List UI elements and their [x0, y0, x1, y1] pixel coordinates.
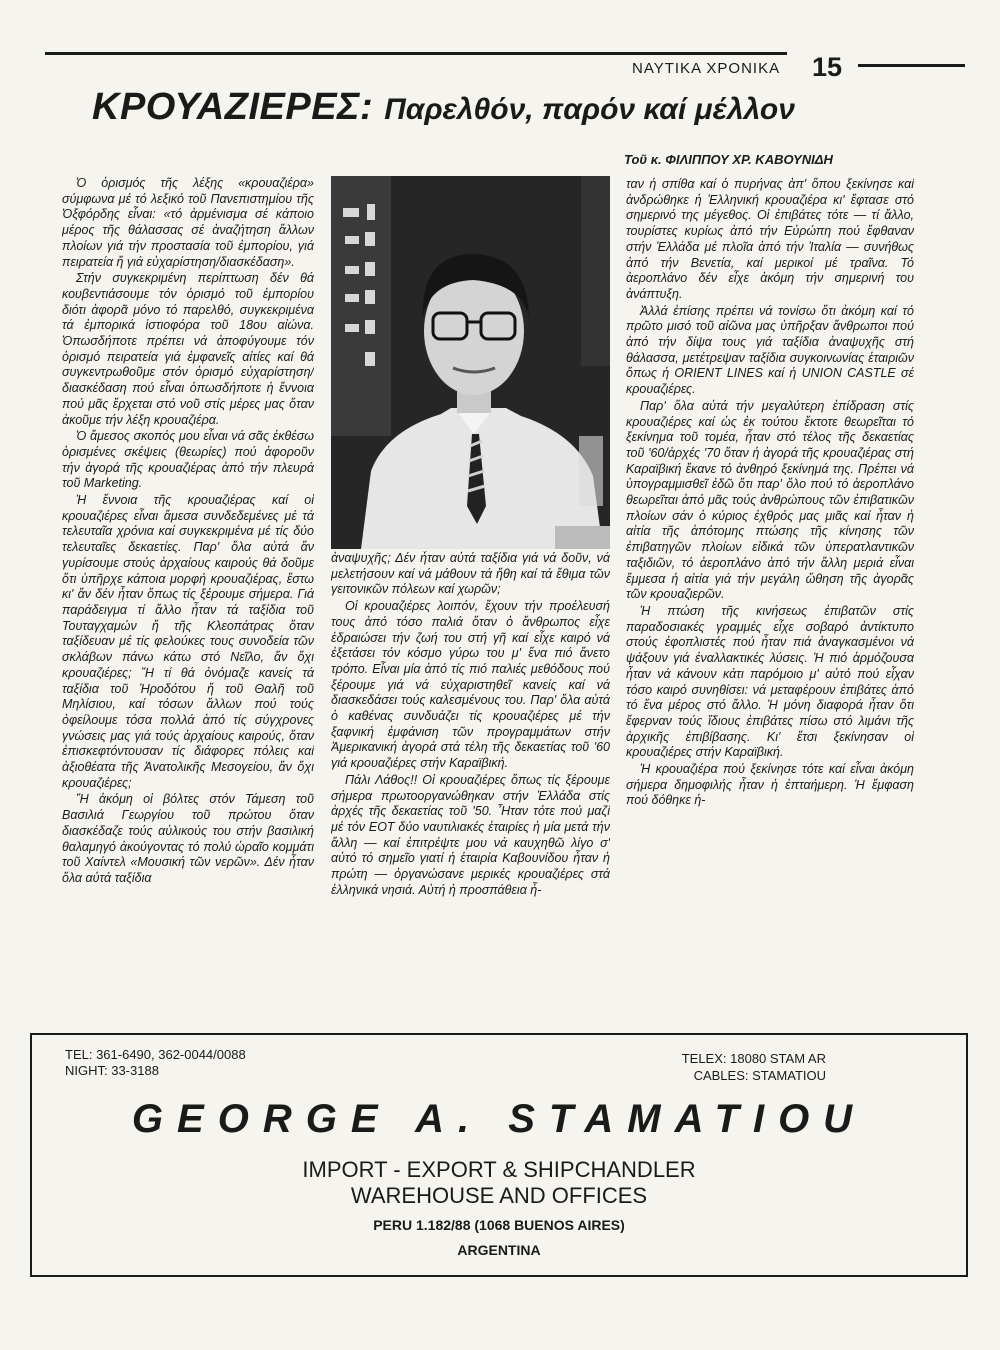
ad-telex-block — [682, 1050, 826, 1084]
ad-phone-block — [65, 1047, 246, 1079]
paragraph: Ἡ πτώση τῆς κινήσεως ἐπιβατῶν στίς παραδοσιακές γραμμές εἶχε σοβαρό ἀντίκτυπο στούς ἐφοπλιστές πού ἦταν πιά ἀναγκασμένοι νά ψάξουν γιά ἐναλλακτικές λύσεις. Ἡ πιό ἁρμόζουσα ἦταν νά κάνουν κάτι παρόμοιο μ' αὐτό πού εἶχαν τόσο καιρό συνηθίσει: νά μεταφέρουν ἐπιβάτες ἀπό τό ἕνα μέρος στό ἄλλο. Ἡ μόνη διαφορά ἦταν ὅτι ἔφερναν τούς ἴδιους ἐπιβάτες πίσω στό λιμάνι τῆς ἀρχικῆς ἐπιβίβασης. Κι' ἔτσι ξεκίνησαν οἱ κρουαζιέρες στήν Καραϊβική. — [626, 603, 914, 760]
article-column-3 — [626, 177, 914, 1045]
ad-tel: TEL: 361-6490, 362-0044/0088 — [65, 1047, 246, 1062]
paragraph: Οἱ κρουαζιέρες λοιπόν, ἔχουν τήν προέλευσή τους ἀπό τόσο παλιά ὅταν ὁ ἄνθρωπος εἶχε ἑδραιώσει τήν ζωή του στή γῆ καί εἶχε καιρό νά ἐξετάσει τόν κόσμο γύρω του μ' ἕνα πιό ἄνετο τρόπο. Εἶναι μία ἀπό τίς πιό παλιές μεθόδους πού ξέρουμε γιά νά εὐχαριστηθεῖ κανείς καί νά διασκεδάσει τούς καλεσμένους του. Παρ' ὅλα αὐτά ὁ καθένας συνδυάζει τίς κρουαζιέρες μέ τήν ξαφνική ἐμφάνιση τῶν προγραμμάτων στήν Ἀμερικανική ἀγορά στά τέλη τῆς δεκαετίας τοῦ '60 γιά κρουαζιέρες στήν Καραϊβική. — [331, 599, 610, 771]
paragraph: Ἤ ἀκόμη οἱ βόλτες στόν Τάμεση τοῦ Βασιλιά Γεωργίου τοῦ πρώτου ὅταν διασκέδαζε τούς αὐλικούς του στήν βασιλική θαλαμηγό ἀκούγοντας τό πολύ ὡραῖο κομμάτι τοῦ Χαίντελ «Μουσική τῶν νερῶν». Δέν ἦταν ὅλα αὐτά ταξίδια — [62, 792, 314, 885]
paragraph: Ὁ ἄμεσος σκοπός μου εἶναι νά σᾶς ἐκθέσω ὁρισμένες σκέψεις (θεωρίες) πού ἀφοροῦν τήν ἀγορά τῆς κρουαζιέρας ἀπό τήν πλευρά τοῦ Marketing. — [62, 429, 314, 491]
paragraph: Ὁ ὁρισμός τῆς λέξης «κρουαζιέρα» σύμφωνα μέ τό λεξικό τοῦ Πανεπιστημίου τῆς Ὀξφόρδης εἶναι: «τό ἀρμένισμα σέ κάποιο μέρος τῆς θάλασσας σέ ἀναζήτηση ἄλλων πλοίων γιά τήν προστασία τοῦ ἐμπορίου, γιά πειρατεία ἤ γιά εὐχαρίστηση/διασκέδαση». — [62, 176, 314, 269]
paragraph: Παρ' ὅλα αὐτά τήν μεγαλύτερη ἐπίδραση στίς κρουαζιέρες καί ὡς ἐκ τούτου ἔκτοτε θεωρεῖται τό ξεκίνημα τοῦ τομέα, ἦταν στό τέλος τῆς δεκαετίας τοῦ '60/ἀρχές '70 ὅταν ἡ ἀγορά τῆς κρουαζιέρας στή Καραϊβική ἔκανε τό ἀνθηρό ξεκίνημά της. Πρέπει νά ὑπογραμμισθεῖ ἐδῶ ὅτι παρ' ὅλο πού τό ἀεροπλάνο θεωρεῖται ἀπό μᾶς τούς ἀνθρώπους τῶν ἐπιβατικῶν πλοίων σάν ὁ κύριος ἐχθρός μας μιᾶς καί ἦταν ἡ αἰτία τῆς ἀπότομης πτώσης τῆς κίνησης τῶν ἐπιβατηγῶν πλοίων εἰδικά τῶν ὑπερατλαντικῶν ταξιδιῶν, τό ἀεροπλάνο ἀπό τήν ἄλλη μεριά εἶναι ἔμμεσα ἡ αἰτία γιά τήν μεγάλη ὤθηση τῆς ἀγορᾶς τῶν κρουαζιερῶν. — [626, 398, 914, 602]
ad-company-name: GEORGE A. STAMATIOU — [131, 1097, 867, 1141]
publication-name: ΝΑΥΤΙΚΑ ΧΡΟΝΙΚΑ — [632, 60, 781, 77]
article-title: ΚΡΟΥΑΖΙΕΡΕΣ: — [92, 86, 374, 128]
paragraph: ταν ἡ σπίθα καί ὁ πυρήνας ἀπ' ὅπου ξεκίνησε καί ἀνδρώθηκε ἡ Ἑλληνική κρουαζιέρα κι' ἔφτασε στό σημερινό της μέγεθος. Οἱ ἐπιβάτες τότε — τί ἄλλο, τουρίστες κυρίως ἀπό τήν Εὐρώπη πού ἔφθαναν στήν Ἑλλάδα μέ πλοῖα ἀπό τήν Ἰταλία — συνήθως ἀπό τήν Βενετία, καί μερικοί μέ τραῖνα. Τό ἀεροπλάνο δέν εἶχε ἀκόμη τήν σημερινή του ἀνάπτυξη. — [626, 177, 914, 301]
paragraph: Ἡ κρουαζιέρα πού ξεκίνησε τότε καί εἶναι ἀκόμη σήμερα δημοφιλής ἦταν ἡ ἐπταήμερη. Ἡ ἔμφαση πού δόθηκε ἡ- — [626, 762, 914, 808]
author-portrait-image — [331, 176, 610, 549]
article-headline — [92, 86, 795, 129]
article-byline: Τοῦ κ. ΦΙΛΙΠΠΟΥ ΧΡ. ΚΑΒΟΥΝΙΔΗ — [624, 152, 833, 167]
paragraph: Ἡ ἔννοια τῆς κρουαζιέρας καί οἱ κρουαζιέρες εἶναι ἄμεσα συνδεδεμένες μέ τά τελευταῖα χρόνια καί συγκεκριμένα μέ τίς δύο τελευταῖες δεκαετίες. Παρ' ὅλα αὐτά ἄν γυρίσουμε στούς ἀρχαίους καιρούς θά δοῦμε ὅτι ὑπῆρχε κάποια μορφή κρουαζιέρας, ἔστω κι' ἄν δέν ἦταν ὅπως τίς ξέρουμε σήμερα. Γιά παράδειγμα τί ἄλλο ἦταν τά ταξίδια τοῦ Τουταγχαμών ἤ τῆς Κλεοπάτρας ὅταν ταξίδευαν μέ τίς φελούκες τους συνοδεία τῶν σκλάβων πάνω κάτω στό Νεῖλο, ἄν ὄχι κρουαζιέρες; Ἤ τί θά ὀνόμαζε κανείς τά ταξίδια τοῦ Ἡροδότου ἤ τοῦ Θαλῆ τοῦ Μηλίσιου, καί τόσων ἄλλων πού τούς ὀφείλουμε τόσα πολλά ἀπό τίς σύγχρονες γνώσεις μας γιά τούς ἀρχαίους καιρούς, ὅταν ἐπισκεφτόντουσαν τίς διάφορες πόλεις καί ἀξιοθέατα τῆς Ἀνατολικῆς Μεσογείου, ἄν ὄχι κρουαζιέρες; — [62, 493, 314, 790]
ad-warehouse: WAREHOUSE AND OFFICES — [350, 1183, 648, 1208]
article-subtitle: Παρελθόν, παρόν καί μέλλον — [384, 93, 795, 126]
paragraph: Στήν συγκεκριμένη περίπτωση δέν θά κουβεντιάσουμε τόν ὁρισμό τοῦ ἐμπορίου διότι ἀφορᾶ μόνο τό παρελθό, συγκεκριμένα τά ἐμπορικά ἱστιοφόρα τοῦ 18ου αἰώνα. Ὁπωσδήποτε πρέπει νά ἀποφύγουμε τόν ὁρισμό πειρατεία γιά ἐμφανεῖς αἰτίες καί θά συγκεντρωθοῦμε στόν ὁρισμό εὐχαρίστηση/ διασκέδαση πού εἶναι ὁπωσδήποτε ἡ ἔννοια πού μᾶς ἔρχεται στό νοῦ στίς μέρες μας ὅταν ἀκοῦμε τήν λέξη κρουαζιέρα. — [62, 271, 314, 427]
advertisement-box — [30, 1033, 968, 1277]
ad-country: ARGENTINA — [457, 1242, 541, 1258]
article-column-2 — [331, 551, 610, 1045]
ad-night: NIGHT: 33-3188 — [65, 1063, 159, 1078]
paragraph: ἀναψυχῆς; Δέν ἦταν αὐτά ταξίδια γιά νά δοῦν, νά μελετήσουν καί νά μάθουν τά ἤθη καί τά ἔθιμα τῶν γειτονικῶν πόλεων καί χωρῶν; — [331, 551, 610, 597]
ad-services: IMPORT - EXPORT & SHIPCHANDLER — [302, 1157, 696, 1182]
ad-telex: TELEX: 18080 STAM AR — [681, 1051, 826, 1066]
header-rule-left — [45, 52, 787, 55]
author-photo — [331, 176, 610, 549]
ad-cables: CABLES: STAMATIOU — [693, 1068, 826, 1083]
header-rule-right — [858, 64, 965, 67]
paragraph: Πάλι Λάθος!! Οἱ κρουαζιέρες ὅπως τίς ξέρουμε σήμερα πρωτοοργανώθηκαν στήν Ἑλλάδα στίς ἀρχές τῆς δεκαετίας τοῦ '50. Ἦταν τότε πού μαζί μέ τόν ΕΟΤ δύο ναυτιλιακές ἑταιρίες ἡ μία μετά τήν ἄλλη — καί ἐπιτρέψτε μου νά καυχηθῶ λίγο σ' αὐτό τό σημεῖο γιατί ἡ ἑταιρία Καβουνίδου ἦταν ἡ πρώτη — ὀργανώσανε μερικές κρουαζιέρες στά ἑλληνικά νησιά. Αὐτή ἡ προσπάθεια ἦ- — [331, 772, 610, 897]
article-column-1 — [62, 176, 314, 1046]
ad-address: PERU 1.182/88 (1068 BUENOS AIRES) — [373, 1217, 625, 1233]
page-number: 15 — [812, 52, 843, 82]
paragraph: Ἀλλά ἐπίσης πρέπει νά τονίσω ὅτι ἀκόμη καί τό πρῶτο μισό τοῦ αἰῶνα μας ὑπῆρξαν ἄνθρωποι πού ἀπό τήν δίψα τους γιά ταξίδια ἀναψυχῆς στή θάλασσα, μετέτρεψαν ταξίδια συγκοινωνίας ἑταιριῶν ὅπως ἡ ORIENT LINES καί ἡ UNION CASTLE σέ κρουαζιέρες. — [626, 303, 914, 397]
